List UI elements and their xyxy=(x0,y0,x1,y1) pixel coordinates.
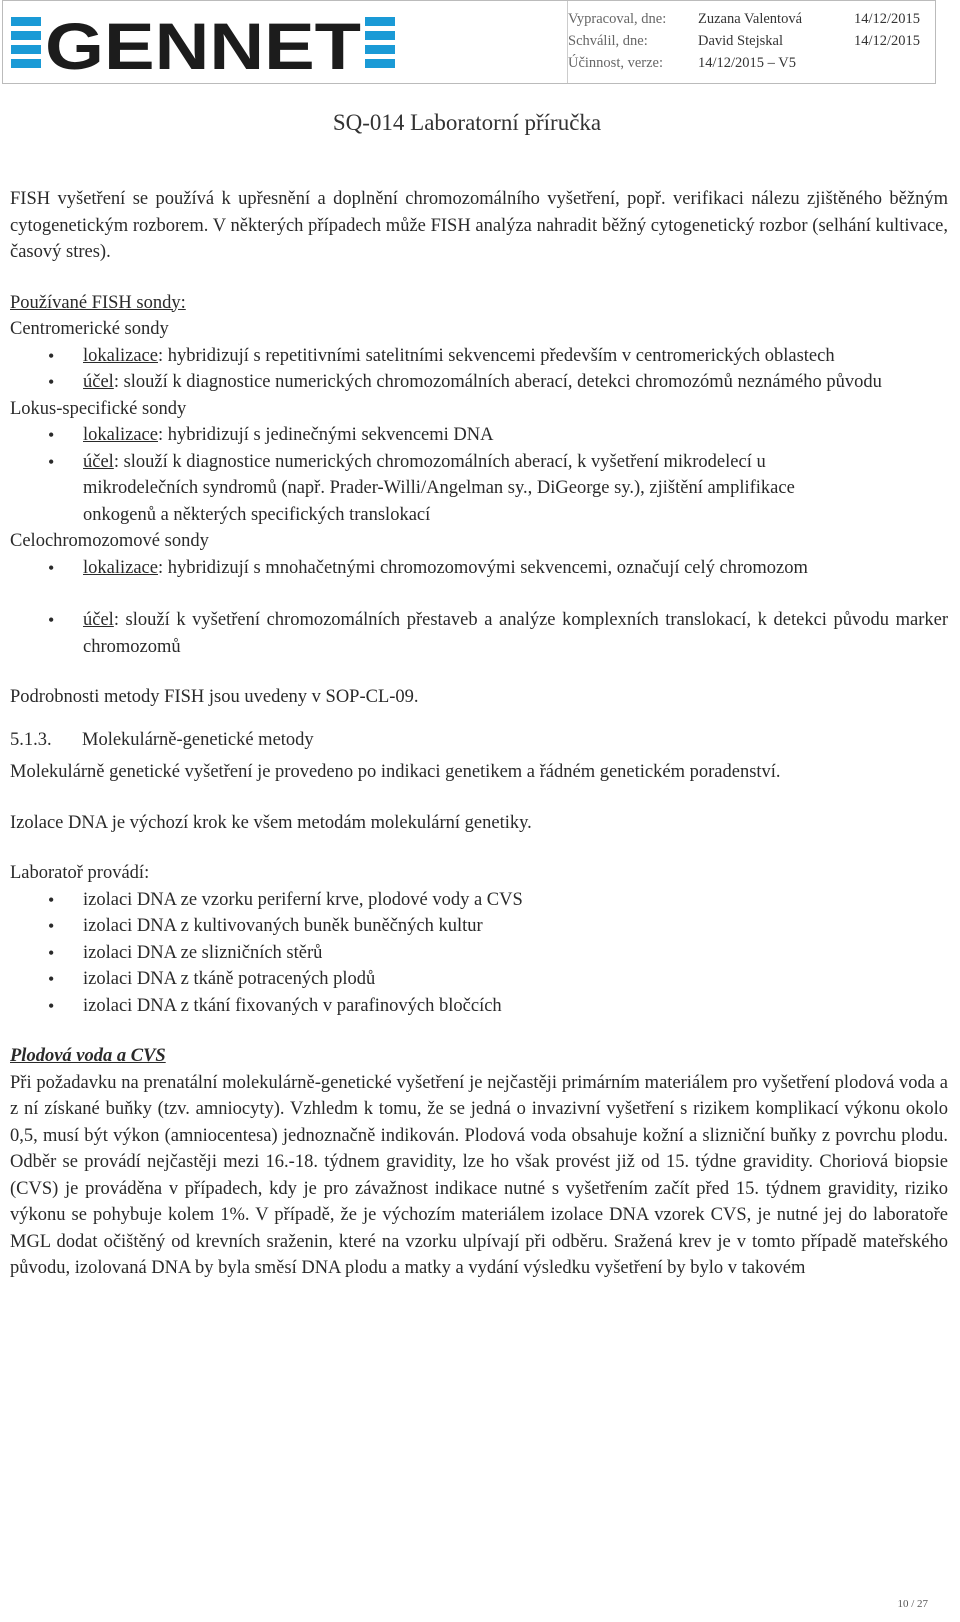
document-title: SQ-014 Laboratorní příručka xyxy=(332,110,602,135)
label-purpose: účel xyxy=(83,610,114,630)
list-item xyxy=(10,369,948,396)
lab-list xyxy=(10,887,948,1020)
label-localization: lokalizace xyxy=(83,557,158,578)
logo-text: GENNET xyxy=(45,11,361,77)
intro-paragraph: FISH vyšetření se používá k upřesnění a doplnění chromozomálního vyšetření, popř. verifikaci nálezu zjištěného běžným cytogenetickým rozborem. V některých případech může FISH analýza nahradit běžný cytogenetický rozbor (selhání kultivace, časový stres). xyxy=(10,189,948,262)
lab-heading: Laboratoř provádí: xyxy=(10,863,150,883)
list-item xyxy=(10,607,948,660)
header-version: 14/12/2015 – V5 xyxy=(698,55,797,71)
header-label: Schválil, dne: xyxy=(568,33,648,49)
probes-heading: Používané FISH sondy: xyxy=(10,292,186,313)
purpose-text: : slouží k diagnostice numerických chromozomálních aberací, detekci chromozómů neznámého původu xyxy=(113,372,882,392)
page-number: 10 / 27 xyxy=(897,1598,928,1610)
list-item: • izolaci DNA z kultivovaných buněk buněčných kultur xyxy=(10,913,948,940)
probe-group-title: Celochromozomové sondy xyxy=(10,531,209,551)
localization-text: : hybridizují s mnohačetnými chromozomovými sekvencemi, označují celý chromozom xyxy=(157,557,808,578)
label-purpose: účel xyxy=(83,372,114,392)
purpose-text: : slouží k vyšetření chromozomálních přestaveb a analýze komplexních translokací, k detekci původu marker chromozomů xyxy=(83,610,948,657)
list-item: • izolaci DNA ze vzorku periferní krve, plodové vody a CVS xyxy=(10,887,948,914)
section-number: 5.1.3. xyxy=(10,729,52,750)
amnio-heading: Plodová voda a CVS xyxy=(10,1046,166,1066)
mol-paragraph-1: Molekulárně genetické vyšetření je provedeno po indikaci genetikem a řádném genetickém poradenství. xyxy=(10,762,781,782)
localization-text: : hybridizují s jedinečnými sekvencemi DNA xyxy=(157,425,494,445)
gennet-logo xyxy=(11,11,411,77)
fish-details: Podrobnosti metody FISH jsou uvedeny v SOP-CL-09. xyxy=(10,687,419,707)
header-date: 14/12/2015 xyxy=(854,11,921,27)
list-item: • izolaci DNA ze slizničních stěrů xyxy=(10,940,948,967)
purpose-text: : slouží k diagnostice numerických chromozomálních aberací, k vyšetření mikrodelecí u mikrodelečních syndromů (např. Prader-Willi/Angelman sy., DiGeorge sy.), zjištění amplifikace onkogenů a některých specifických translokací xyxy=(83,451,795,525)
document-header xyxy=(2,0,936,84)
label-localization: lokalizace xyxy=(83,425,158,445)
probe-list xyxy=(10,422,948,528)
probe-group-title: Centromerické sondy xyxy=(10,319,169,339)
list-item xyxy=(10,555,948,582)
list-item xyxy=(10,343,948,370)
mol-paragraph-2: Izolace DNA je výchozí krok ke všem metodám molekulární genetiky. xyxy=(10,812,532,833)
list-item xyxy=(10,449,948,529)
label-purpose: účel xyxy=(83,451,114,472)
probe-list xyxy=(10,555,948,661)
header-meta xyxy=(567,1,938,83)
header-date: 14/12/2015 xyxy=(854,33,921,49)
header-name: Zuzana Valentová xyxy=(698,11,803,27)
list-item: • izolaci DNA z tkání fixovaných v parafinových bločcích xyxy=(10,993,948,1020)
header-name: David Stejskal xyxy=(698,33,783,49)
header-label: Účinnost, verze: xyxy=(568,55,664,71)
section-heading xyxy=(10,727,948,754)
probe-group-title: Lokus-specifické sondy xyxy=(10,398,187,419)
amnio-paragraph: Při požadavku na prenatální molekulárně-genetické vyšetření je nejčastěji primárním materiálem pro vyšetření plodová voda a z ní získané buňky (tzv. amniocyty). Vzhledm k tomu, že se jedná o invazivní vyšetření s rizikem komplikací výkonu okolo 0,5, musí být výkon (amniocentesa) jednoznačně indikován. Plodová voda obsahuje kožní a slizniční buňky z povrchu plodu. Odběr se provádí nejčastěji mezi 16.-18. týdnem gravidity, lze ho však provést již od 15. týdne gravidity. Choriová biopsie (CVS) je prováděna v případech, kdy je pro závažnost indikace nutné s vyšetřením začít před 15. týdnem gravidity, riziko výkonu se pohybuje kolem 1%. V případě, že je výchozím materiálem izolace DNA vzorek CVS, je nutné jej do laboratoře MGL dodat očištěný od krevních sraženin, které na vzorku ulpívají při odběru. Sražená krev je v tomto případě mateřského původu, izolovaná DNA by byla směsí DNA plodu a matky a vydání výsledku vyšetření by bylo v takovém xyxy=(10,1072,948,1278)
probe-list xyxy=(10,343,948,396)
header-label: Vypracoval, dne: xyxy=(568,11,667,27)
localization-text: : hybridizují s repetitivními satelitními sekvencemi především v centromerických oblastech xyxy=(157,345,835,366)
document-body xyxy=(10,186,948,1282)
list-item: • izolaci DNA z tkáně potracených plodů xyxy=(10,966,948,993)
label-localization: lokalizace xyxy=(83,345,158,366)
section-title: Molekulárně-genetické metody xyxy=(82,729,314,750)
list-item xyxy=(10,422,948,449)
